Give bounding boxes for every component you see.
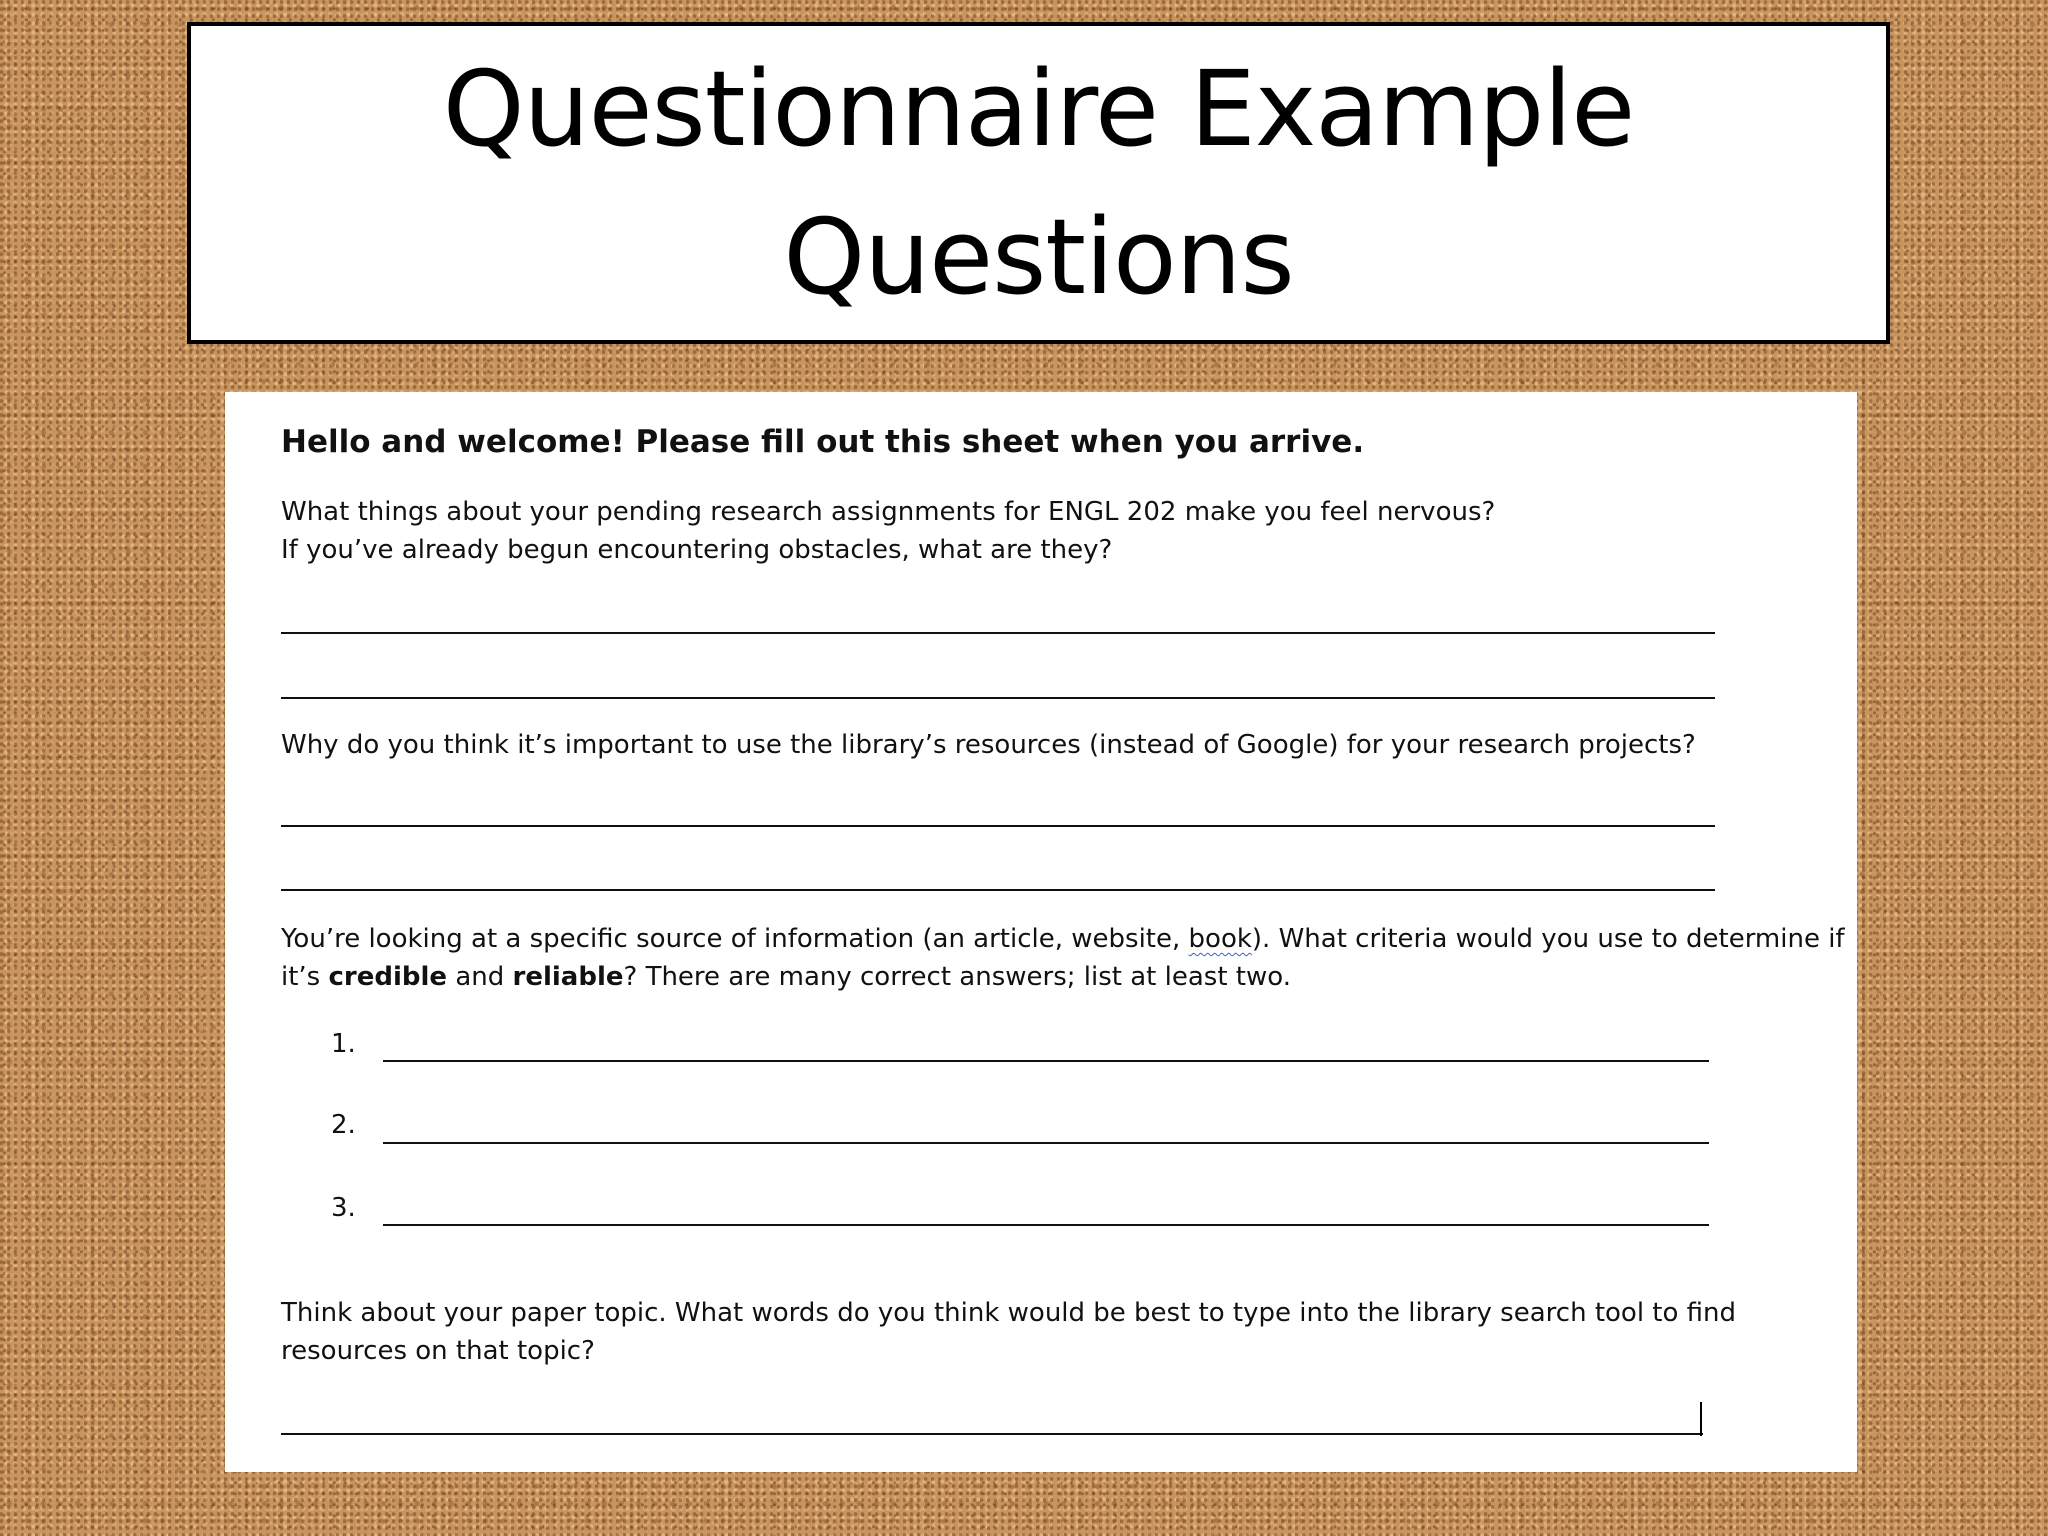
sheet-heading: Hello and welcome! Please fill out this sheet when you arrive. xyxy=(281,424,1365,460)
slide-title xyxy=(443,35,1634,331)
list-number-3: 3. xyxy=(331,1193,356,1223)
answer-line-2b[interactable] xyxy=(281,889,1715,891)
answer-line-2a[interactable] xyxy=(281,825,1715,827)
answer-line-4[interactable] xyxy=(281,1433,1703,1435)
answer-line-1a[interactable] xyxy=(281,632,1715,634)
question-1-line-1: What things about your pending research assignments for ENGL 202 make you feel nervous? xyxy=(281,497,1496,527)
question-3-text-e: ? There are many correct answers; list at least two. xyxy=(623,962,1291,992)
list-number-2: 2. xyxy=(331,1110,356,1140)
question-3-text-c: it’s xyxy=(281,962,329,992)
question-3-text-d: and xyxy=(447,962,513,992)
list-number-1: 1. xyxy=(331,1029,356,1059)
credible-word: credible xyxy=(328,962,448,992)
questionnaire-sheet xyxy=(225,392,1857,1472)
question-3-line-1 xyxy=(281,920,1845,958)
question-4-line-2: resources on that topic? xyxy=(281,1336,595,1366)
question-3-text-a: You’re looking at a specific source of information (an article, website, xyxy=(281,924,1189,954)
answer-line-3-1[interactable] xyxy=(383,1060,1709,1062)
question-3-line-2 xyxy=(281,958,1291,996)
slide-title-box xyxy=(187,22,1890,344)
question-2: Why do you think it’s important to use the library’s resources (instead of Google) for your research projects? xyxy=(281,730,1696,760)
slide-title-line-1: Questionnaire Example xyxy=(442,48,1635,170)
answer-line-3-2[interactable] xyxy=(383,1142,1709,1144)
question-1-line-2: If you’ve already begun encountering obstacles, what are they? xyxy=(281,535,1113,565)
slide-title-line-2: Questions xyxy=(783,196,1294,318)
question-3-text-b: ). What criteria would you use to determine if xyxy=(1251,924,1845,954)
answer-line-3-3[interactable] xyxy=(383,1224,1709,1226)
answer-line-1b[interactable] xyxy=(281,697,1715,699)
question-4-line-1: Think about your paper topic. What words do you think would be best to type into the library search tool to find xyxy=(281,1298,1737,1328)
spellcheck-word: book xyxy=(1188,924,1252,954)
text-cursor xyxy=(1700,1402,1702,1436)
reliable-word: reliable xyxy=(512,962,624,992)
